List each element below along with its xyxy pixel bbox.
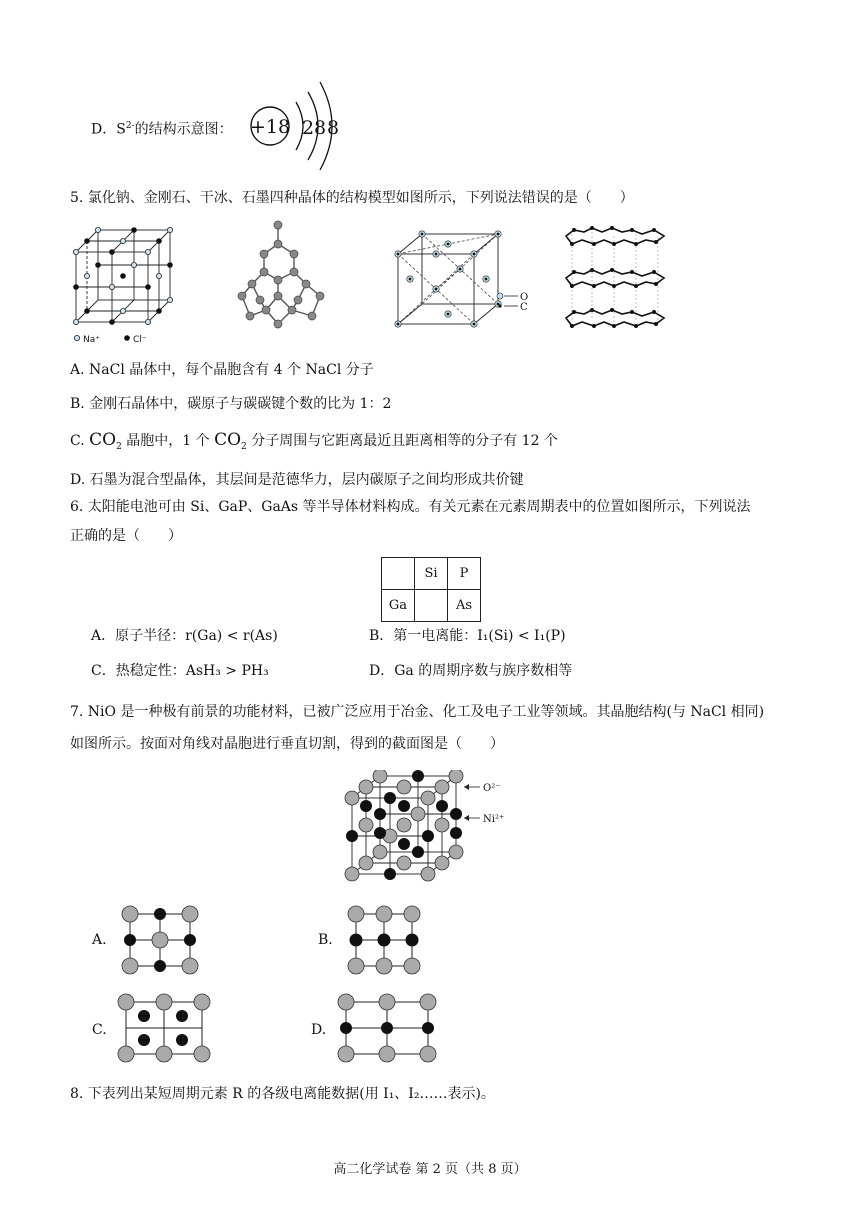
q6-option-d: D．Ga 的周期序数与族序数相等: [369, 663, 573, 679]
q7-option-a-diagram: [118, 904, 204, 976]
q5-option-c-mid: 晶胞中，1 个: [121, 433, 215, 449]
legend-cl: Cl⁻: [133, 335, 147, 345]
q6-option-b: B．第一电离能：I₁(Si) < I₁(P): [369, 628, 566, 644]
graphite-layer-1: [566, 228, 664, 244]
shell-1-count: 2: [302, 117, 315, 139]
q7-option-d-label: D.: [311, 1022, 327, 1038]
q6-stem-line-1: 6. 太阳能电池可由 Si、GaP、GaAs 等半导体材料构成。有关元素在元素周期表中的位置如图所示，下列说法: [70, 499, 751, 515]
page-footer: 高二化学试卷 第 2 页（共 8 页）: [333, 1162, 527, 1177]
table-cell: [415, 590, 448, 622]
label-oxide: O²⁻: [483, 783, 501, 794]
q6-option-a: A．原子半径：r(Ga) < r(As): [91, 628, 278, 644]
table-cell: Ga: [382, 590, 415, 622]
q7-stem-line-2: 如图所示。按面对角线对晶胞进行垂直切割，得到的截面图是（ ）: [70, 736, 504, 752]
q7-stem-line-1: 7. NiO 是一种极有前景的功能材料，已被广泛应用于冶金、化工及电子工业等领域。其晶胞结构(与 NaCl 相同): [70, 704, 765, 720]
table-row: [382, 590, 481, 622]
dry-ice-crystal-diagram: [392, 228, 542, 333]
q6-stem-line-2: 正确的是（ ）: [70, 528, 182, 544]
oxide-ions: [345, 770, 463, 881]
q6-option-c: C．热稳定性：AsH₃ > PH₃: [91, 663, 269, 679]
sulfide-ion-structure-diagram: [244, 80, 354, 175]
shell-3-count: 8: [327, 117, 340, 139]
q7-option-c-label: C.: [92, 1022, 107, 1038]
table-cell: [382, 558, 415, 590]
q7-option-a-label: A.: [92, 932, 107, 948]
q5-option-c-post: 分子周围与它距离最近且距离相等的分子有 12 个: [246, 433, 558, 449]
q5-stem: 5. 氯化钠、金刚石、干冰、石墨四种晶体的结构模型如图所示，下列说法错误的是（ ）: [70, 190, 634, 206]
q5-option-c-pre: C.: [70, 433, 90, 449]
co2-formula-2: CO: [214, 430, 242, 450]
label-o: O: [520, 292, 529, 303]
q4-option-d: [91, 116, 233, 140]
q7-option-b-diagram: [344, 904, 424, 976]
graphite-layer-2: [566, 270, 664, 286]
q7-option-d-diagram: [334, 992, 442, 1064]
table-row: [382, 558, 481, 590]
co2-formula: CO: [89, 430, 117, 450]
q4-option-d-sup: 2-: [125, 121, 135, 131]
nio-unit-cell-diagram: [340, 770, 530, 885]
table-cell: P: [448, 558, 481, 590]
co2-subscript-2: 2: [241, 441, 247, 452]
label-c: C: [520, 302, 528, 313]
q7-option-b-label: B.: [318, 932, 333, 948]
graphite-crystal-diagram: [562, 222, 672, 332]
periodic-table-fragment: [381, 557, 481, 622]
diamond-crystal-diagram: [232, 220, 332, 335]
q5-option-d: D. 石墨为混合型晶体，其层间是范德华力，层内碳原子之间均形成共价键: [70, 472, 524, 488]
q5-option-c: [70, 430, 558, 457]
nacl-crystal-diagram: [68, 222, 183, 347]
table-cell: Si: [415, 558, 448, 590]
q4-option-d-prefix: D．S: [91, 121, 126, 138]
q7-option-c-diagram: [114, 992, 214, 1064]
legend-na: Na⁺: [83, 335, 100, 345]
q5-option-b: B. 金刚石晶体中，碳原子与碳碳键个数的比为 1：2: [70, 396, 392, 412]
table-cell: As: [448, 590, 481, 622]
graphite-layer-3: [566, 310, 664, 326]
q5-option-a: A. NaCl 晶体中，每个晶胞含有 4 个 NaCl 分子: [70, 362, 374, 378]
q4-option-d-text: 的结构示意图：: [134, 121, 233, 138]
q8-stem: 8. 下表列出某短周期元素 R 的各级电离能数据(用 I₁、I₂……表示)。: [70, 1086, 495, 1102]
label-nickel: Ni²⁺: [483, 814, 505, 825]
nucleus-charge: +18: [249, 116, 291, 138]
co2-subscript: 2: [116, 441, 122, 452]
shell-2-count: 8: [314, 117, 327, 139]
